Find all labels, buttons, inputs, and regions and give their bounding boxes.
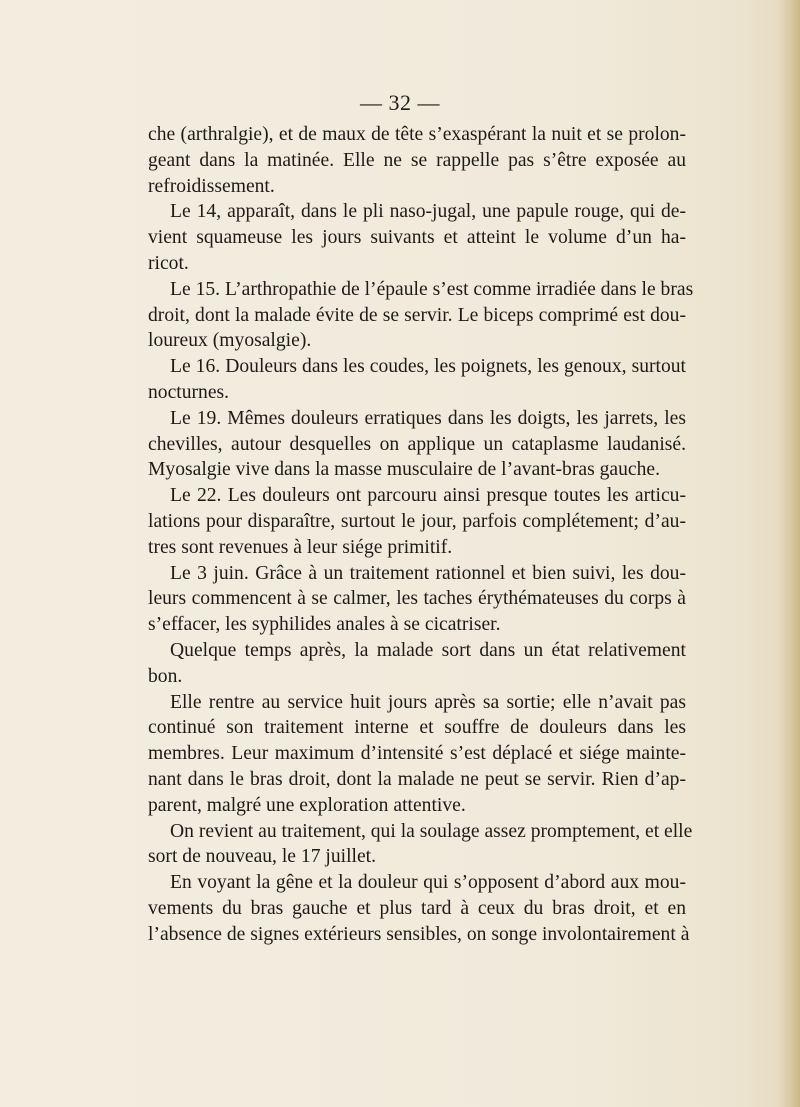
text-line: membres. Leur maximum d’intensité s’est déplacé et siége mainte- bbox=[148, 743, 686, 765]
page-number: — 32 — bbox=[360, 90, 440, 115]
text-line: Le 15. L’arthropathie de l’épaule s’est comme irradiée dans le bras bbox=[170, 278, 694, 300]
text-line: Le 22. Les douleurs ont parcouru ainsi presque toutes les articu- bbox=[170, 485, 686, 507]
body-text bbox=[148, 122, 694, 948]
text-line: sort de nouveau, le 17 juillet. bbox=[148, 846, 376, 868]
text-line: Le 19. Mêmes douleurs erratiques dans les doigts, les jarrets, les bbox=[170, 407, 686, 429]
text-line: refroidissement. bbox=[148, 175, 275, 197]
text-line: Le 3 juin. Grâce à un traitement rationnel et bien suivi, les dou- bbox=[170, 562, 686, 584]
text-line: leurs commencent à se calmer, les taches érythémateuses du corps à bbox=[148, 588, 686, 610]
text-line: parent, malgré une exploration attentive. bbox=[148, 794, 466, 816]
text-line: droit, dont la malade évite de se servir. Le biceps comprimé est dou- bbox=[148, 304, 686, 326]
text-line: l’absence de signes extérieurs sensibles, on songe involontairement à bbox=[148, 923, 690, 945]
text-line: tres sont revenues à leur siége primitif. bbox=[148, 536, 453, 558]
text-line: nocturnes. bbox=[148, 381, 230, 403]
text-line: geant dans la matinée. Elle ne se rappelle pas s’être exposée au bbox=[148, 149, 686, 171]
text-line: ricot. bbox=[148, 252, 189, 274]
text-line: vient squameuse les jours suivants et atteint le volume d’un ha- bbox=[148, 227, 686, 249]
text-line: Le 16. Douleurs dans les coudes, les poignets, les genoux, surtout bbox=[170, 356, 686, 378]
text-line: bon. bbox=[148, 665, 183, 687]
text-line: On revient au traitement, qui la soulage assez promptement, et elle bbox=[170, 820, 693, 842]
text-line: Quelque temps après, la malade sort dans un état relativement bbox=[170, 639, 686, 661]
text-line: lations pour disparaître, surtout le jour, parfois complétement; d’au- bbox=[148, 510, 686, 532]
text-line: loureux (myosalgie). bbox=[148, 330, 312, 352]
text-line: Myosalgie vive dans la masse musculaire de l’avant-bras gauche. bbox=[148, 459, 660, 481]
text-line: continué son traitement interne et souffre de douleurs dans les bbox=[148, 717, 686, 739]
text-line: vements du bras gauche et plus tard à ceux du bras droit, et en bbox=[148, 897, 686, 919]
text-line: Elle rentre au service huit jours après sa sortie; elle n’avait pas bbox=[170, 691, 686, 713]
text-line: nant dans le bras droit, dont la malade ne peut se servir. Rien d’ap- bbox=[148, 768, 686, 790]
text-line: che (arthralgie), et de maux de tête s’exaspérant la nuit et se prolon- bbox=[148, 124, 686, 145]
page-edge-shadow bbox=[778, 0, 800, 1107]
text-line: s’effacer, les syphilides anales à se cicatriser. bbox=[148, 614, 501, 636]
text-line: Le 14, apparaît, dans le pli naso-jugal, une papule rouge, qui de- bbox=[170, 201, 686, 223]
text-line: En voyant la gêne et la douleur qui s’opposent d’abord aux mou- bbox=[170, 872, 686, 894]
text-line: chevilles, autour desquelles on applique un cataplasme laudanisé. bbox=[148, 433, 686, 455]
